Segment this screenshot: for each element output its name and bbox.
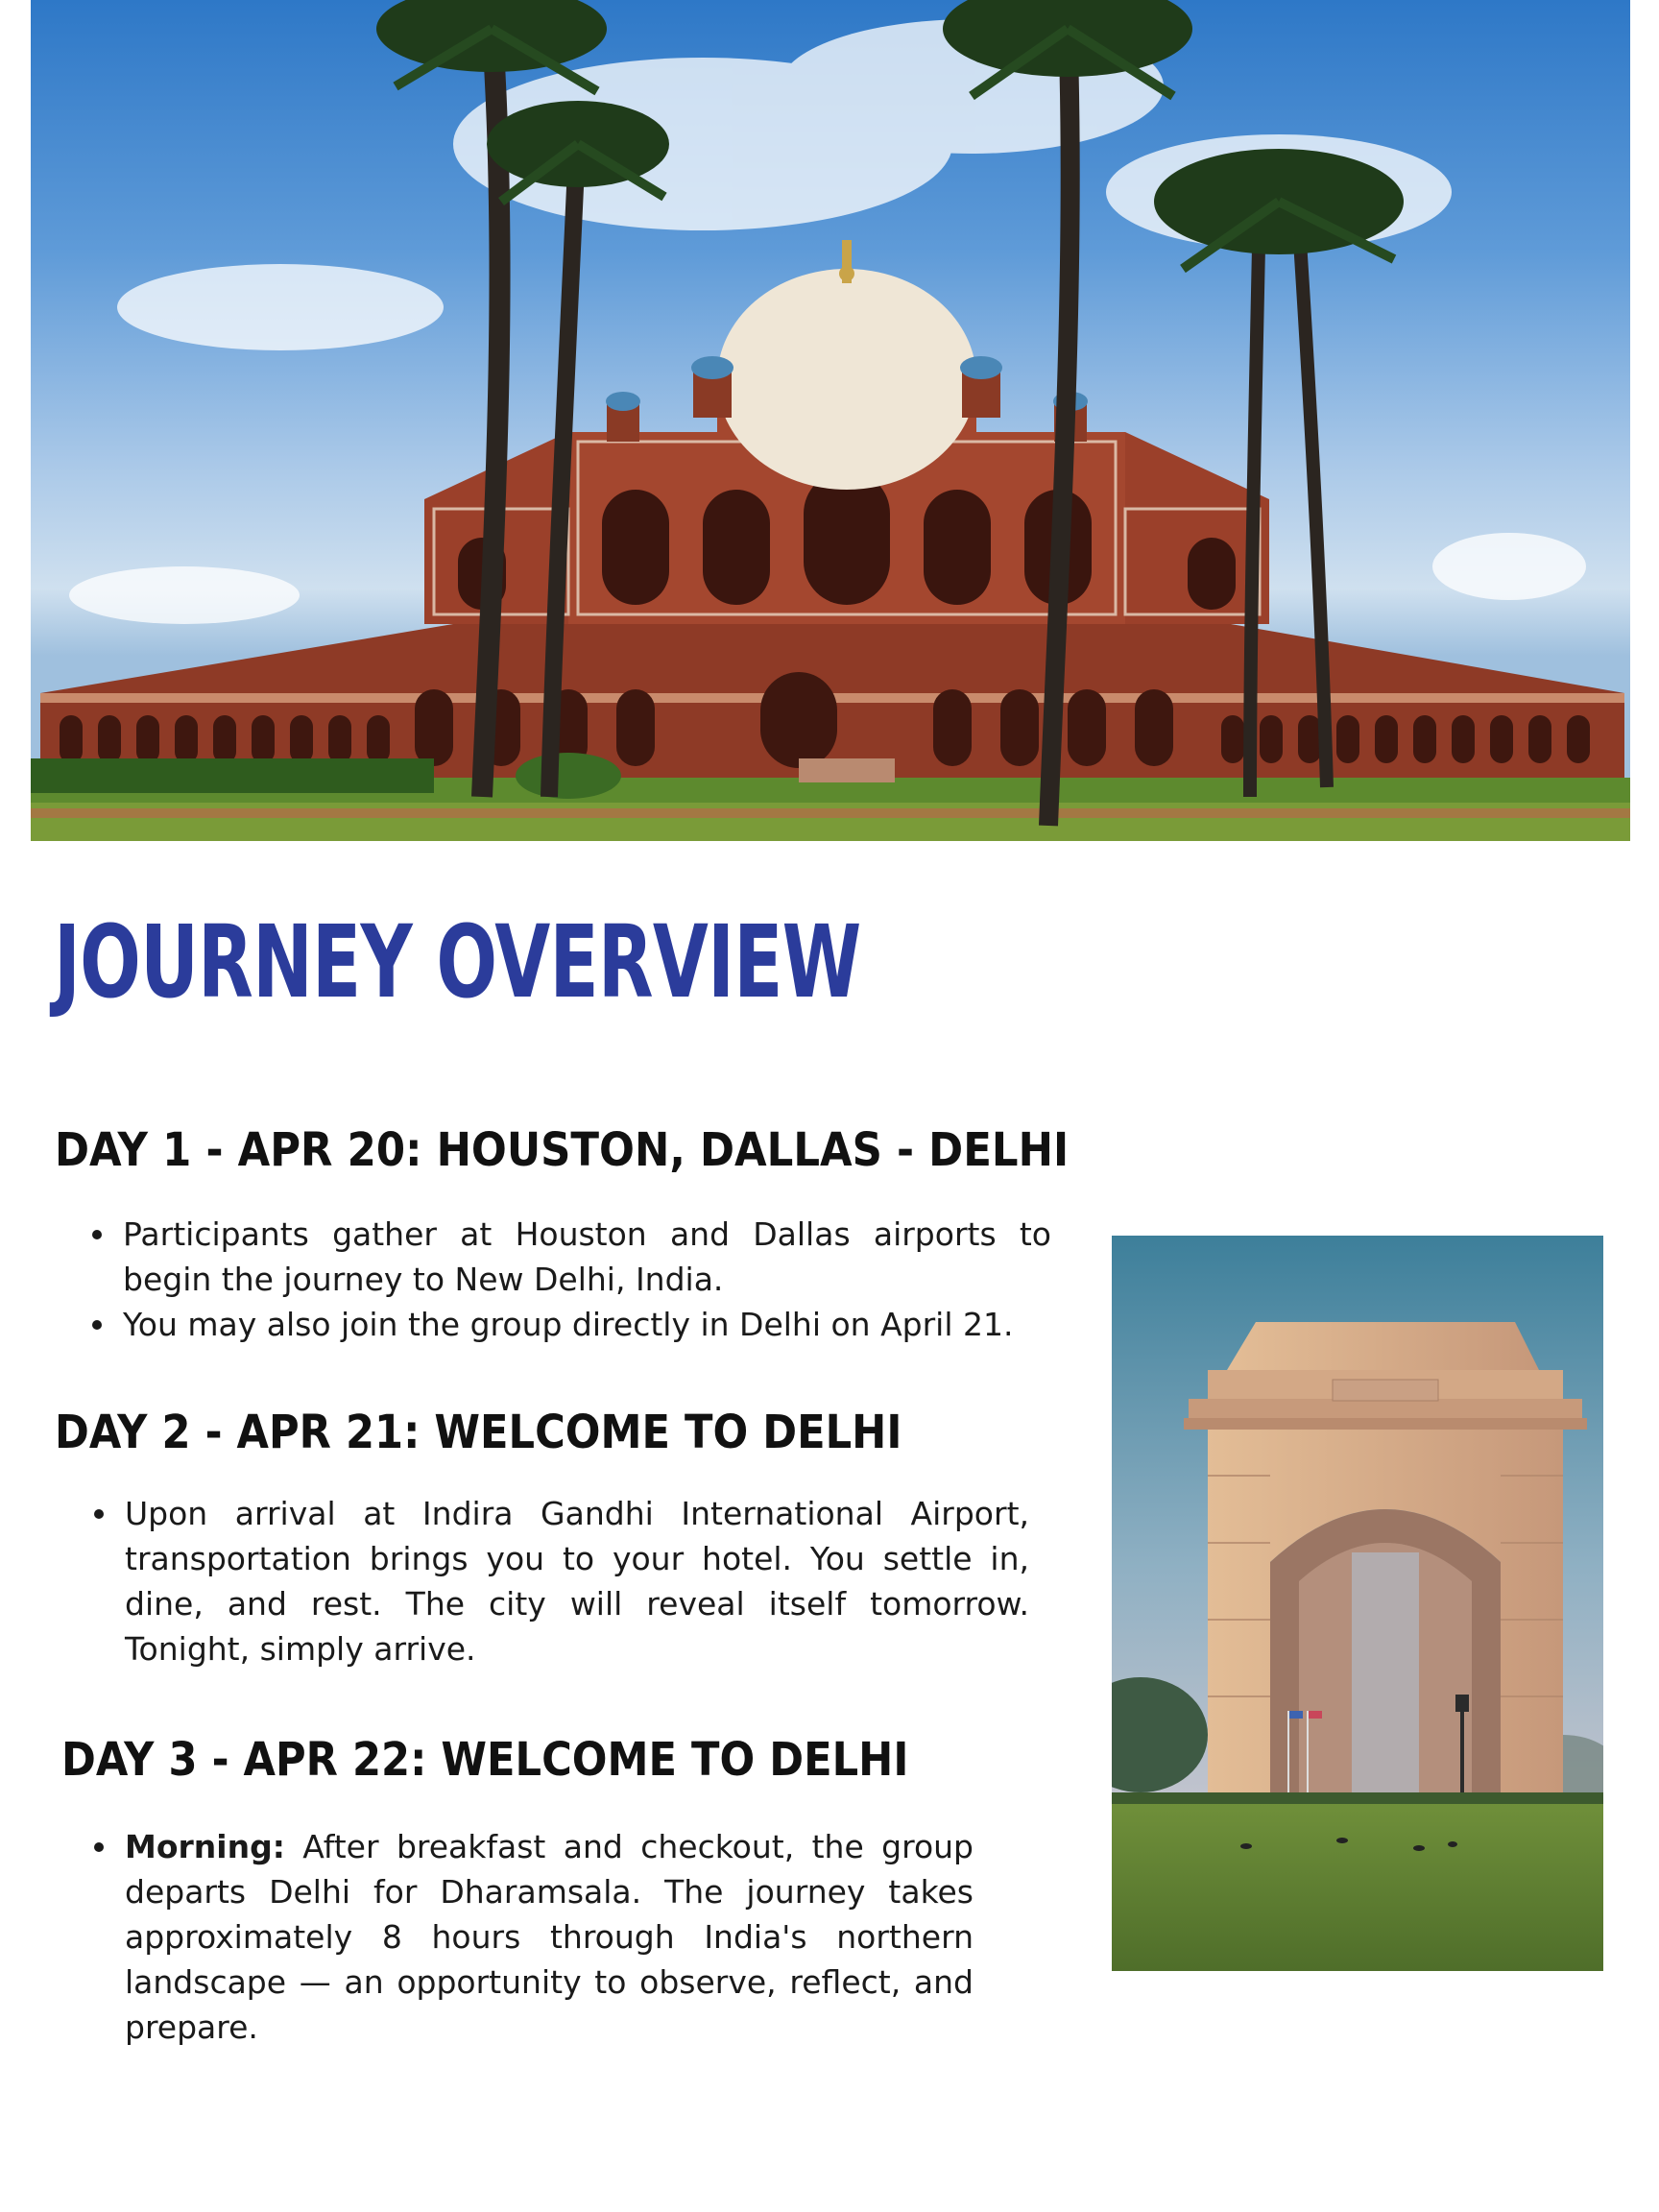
- india-gate-illustration: [1112, 1236, 1603, 1971]
- india-gate-photo: [1112, 1236, 1603, 1971]
- list-item: Morning: After breakfast and checkout, the group departs Delhi for Dharamsala. The journey takes approximately 8 hours through India's northern landscape — an opportunity to observe, reflect, and prepare.: [88, 1824, 974, 2050]
- day-2-heading: DAY 2 - APR 21: WELCOME TO DELHI: [55, 1406, 902, 1459]
- humayuns-tomb-illustration: [31, 0, 1630, 841]
- day-3-heading: DAY 3 - APR 22: WELCOME TO DELHI: [61, 1733, 909, 1787]
- list-item: You may also join the group directly in Delhi on April 21.: [86, 1302, 1051, 1347]
- list-item: Participants gather at Houston and Dallas airports to begin the journey to New Delhi, India.: [86, 1212, 1051, 1302]
- day-1-heading: DAY 1 - APR 20: HOUSTON, DALLAS - DELHI: [55, 1123, 1070, 1177]
- page-title: JOURNEY OVERVIEW: [54, 903, 861, 1021]
- day-2-bullets: [88, 1491, 1029, 1671]
- day-3-bullets: [88, 1824, 974, 2050]
- morning-label: Morning:: [125, 1828, 285, 1865]
- hero-photo: [31, 0, 1630, 841]
- day-1-bullets: [86, 1212, 1051, 1347]
- list-item: Upon arrival at Indira Gandhi International Airport, transportation brings you to your hotel. You settle in, dine, and rest. The city will reveal itself tomorrow. Tonight, simply arrive.: [88, 1491, 1029, 1671]
